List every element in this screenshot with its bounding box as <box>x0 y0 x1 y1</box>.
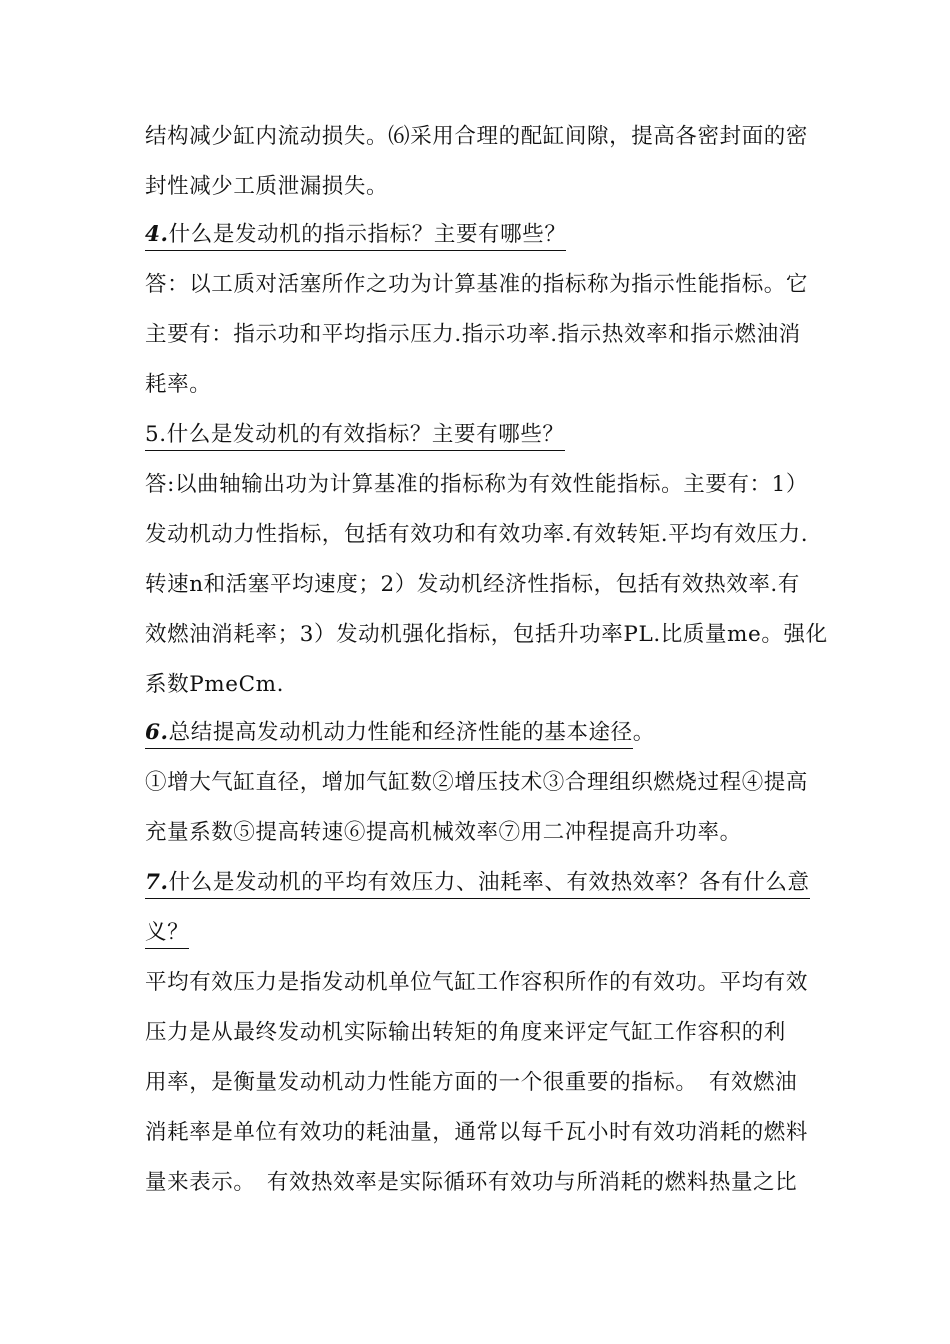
question-number: 7. <box>145 870 169 895</box>
text-line: 消耗率是单位有效功的耗油量，通常以每千瓦小时有效功消耗的燃料 <box>145 1120 809 1145</box>
question-5-heading <box>145 422 565 448</box>
text-line: 充量系数⑤提高转速⑥提高机械效率⑦用二冲程提高升功率。 <box>145 820 742 845</box>
text-line: 发动机动力性指标，包括有效功和有效功率.有效转矩.平均有效压力. <box>145 522 809 547</box>
question-6-heading <box>145 720 655 746</box>
question-text: 5.什么是发动机的有效指标？主要有哪些？ <box>145 422 565 451</box>
text-line: 效燃油消耗率；3）发动机强化指标，包括升功率PL.比质量me。强化 <box>145 622 828 647</box>
question-number: 6. <box>145 720 169 745</box>
question-end-punctuation: 。 <box>632 720 655 745</box>
question-text: 什么是发动机的平均有效压力、油耗率、有效热效率？各有什么意 <box>168 870 810 895</box>
text-line: 系数PmeCm. <box>145 672 285 697</box>
question-text: 总结提高发动机动力性能和经济性能的基本途径 <box>168 720 633 745</box>
text-line: 耗率。 <box>145 372 212 397</box>
question-text: 什么是发动机的指示指标？主要有哪些？ <box>168 222 567 247</box>
question-7-heading <box>145 870 810 896</box>
question-text: 义？ <box>145 920 189 949</box>
text-line: 转速n和活塞平均速度；2）发动机经济性指标，包括有效热效率.有 <box>145 572 800 597</box>
text-line: 压力是从最终发动机实际输出转矩的角度来评定气缸工作容积的利 <box>145 1020 786 1045</box>
question-7-heading-continued <box>145 920 189 946</box>
question-number: 4. <box>145 222 169 247</box>
text-line: 量来表示。 有效热效率是实际循环有效功与所消耗的燃料热量之比 <box>145 1170 798 1195</box>
text-line: 主要有：指示功和平均指示压力.指示功率.指示热效率和指示燃油消 <box>145 322 801 347</box>
text-line: 答：以工质对活塞所作之功为计算基准的指标称为指示性能指标。它 <box>145 272 809 297</box>
text-line: ①增大气缸直径，增加气缸数②增压技术③合理组织燃烧过程④提高 <box>145 770 809 795</box>
text-line: 平均有效压力是指发动机单位气缸工作容积所作的有效功。平均有效 <box>145 970 809 995</box>
question-4-heading <box>145 222 566 248</box>
text-line: 答:以曲轴输出功为计算基准的指标称为有效性能指标。主要有：1） <box>145 472 809 497</box>
text-line: 用率，是衡量发动机动力性能方面的一个很重要的指标。 有效燃油 <box>145 1070 798 1095</box>
text-line: 封性减少工质泄漏损失。 <box>145 174 389 199</box>
text-line: 结构减少缸内流动损失。⑹采用合理的配缸间隙，提高各密封面的密 <box>145 124 809 149</box>
